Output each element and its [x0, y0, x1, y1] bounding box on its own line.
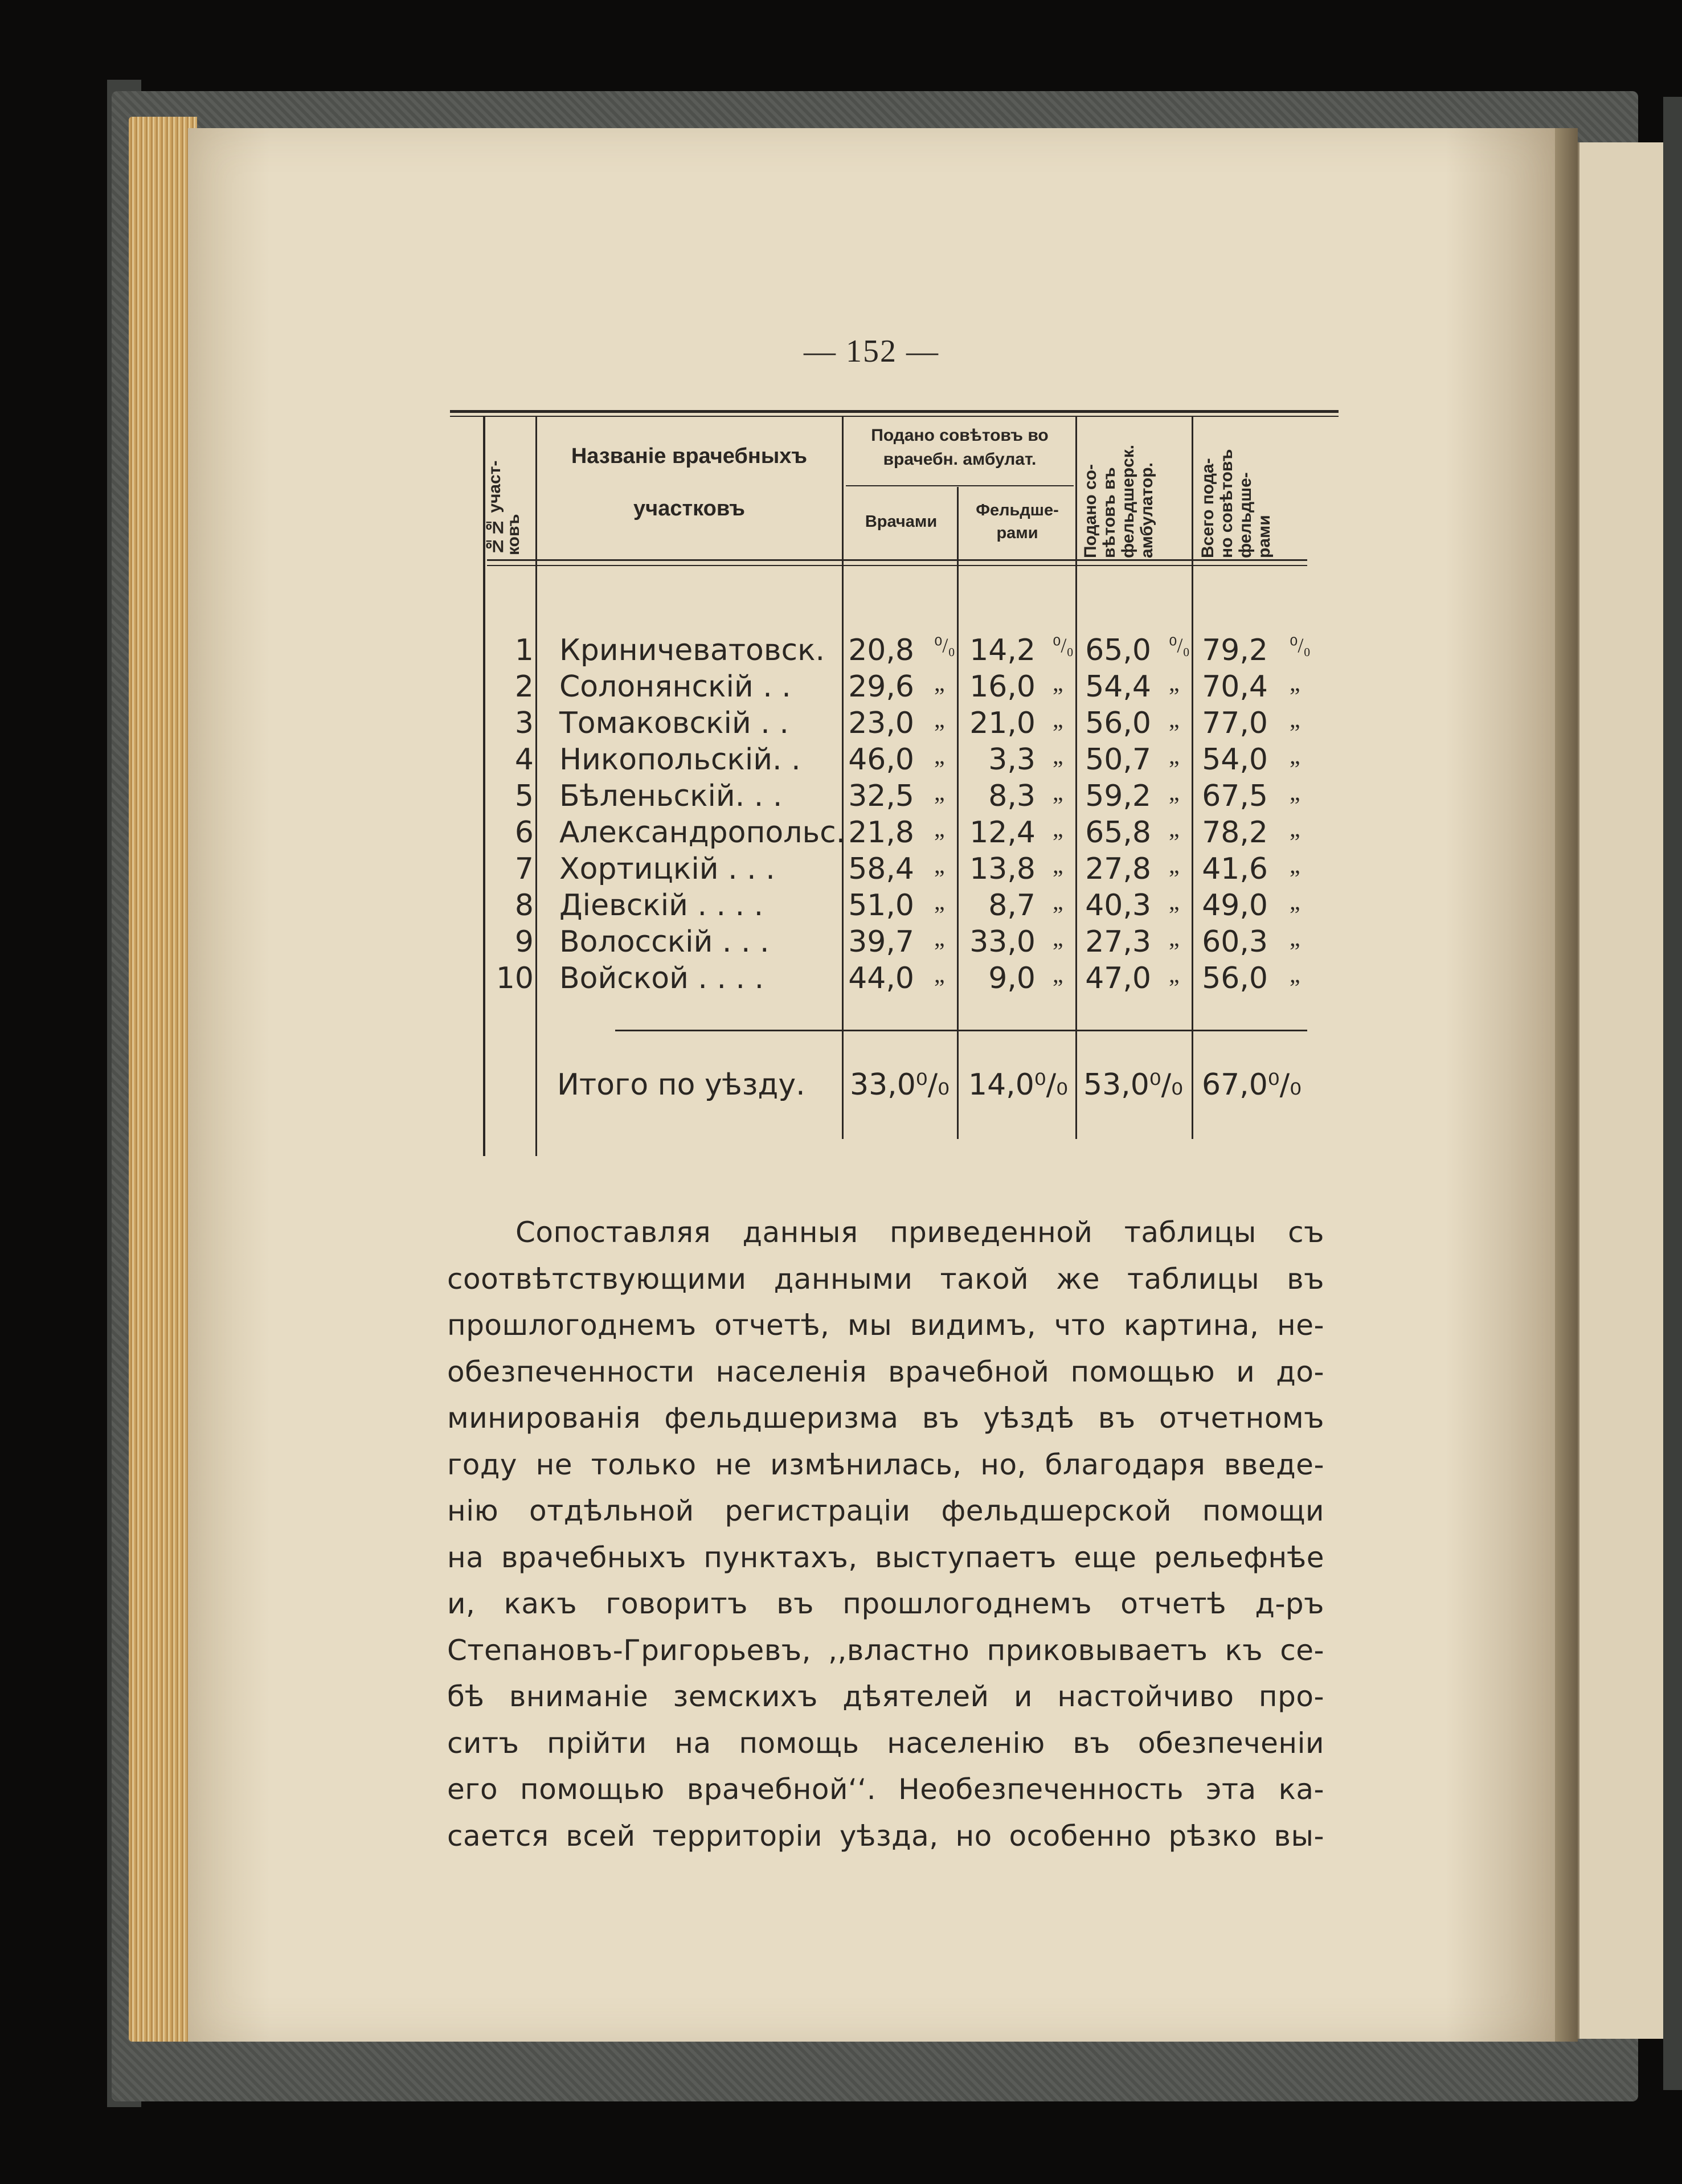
total-value: 70,4: [1202, 670, 1268, 704]
doctors-suffix: „: [934, 962, 945, 988]
amb-suffix: „: [1169, 743, 1180, 769]
district-name: Томаковскій . .: [559, 706, 789, 740]
amb-value: 47,0: [1085, 961, 1151, 995]
table-top-rule: [450, 410, 1339, 413]
feldshers-suffix: „: [1053, 816, 1063, 842]
row-number: 3: [514, 706, 534, 740]
paragraph-line: бѣ вниманіе земскихъ дѣятелей и настойчиво про-: [447, 1680, 1324, 1713]
paragraph-line: Степановъ-Григорьевъ, ,,властно приковываетъ къ се-: [447, 1633, 1324, 1667]
paragraph-line: обезпеченности населенія врачебной помощью и до-: [447, 1355, 1324, 1388]
feldshers-value: 3,3: [988, 743, 1036, 777]
amb-suffix: „: [1169, 707, 1180, 733]
district-name: Войской . . . .: [559, 961, 764, 995]
feldshers-suffix: „: [1053, 670, 1063, 696]
row-number: 2: [514, 670, 534, 704]
paragraph-line: сается всей территоріи уѣзда, но особенно рѣзко вы-: [447, 1819, 1324, 1853]
total-value: 77,0: [1202, 706, 1268, 740]
total-value: 41,6: [1202, 852, 1268, 886]
header-bottom-rule: [487, 559, 1307, 561]
col-divider-name: [842, 416, 844, 1139]
feldshers-value: 12,4: [969, 816, 1036, 850]
total-feldshers: 14,0⁰/₀: [968, 1068, 1068, 1102]
header-feldshers-line2: рами: [996, 524, 1038, 542]
total-label: Итого по уѣзду.: [557, 1068, 805, 1102]
paragraph-line: минированія фельдшеризма въ уѣздѣ въ отчетномъ: [447, 1402, 1324, 1435]
total-value: 54,0: [1202, 743, 1268, 777]
total-value: 79,2: [1202, 633, 1268, 667]
amb-value: 27,3: [1085, 925, 1151, 959]
feldshers-value: 8,3: [988, 779, 1036, 813]
amb-value: 27,8: [1085, 852, 1151, 886]
header-name-line2: участковъ: [633, 497, 745, 521]
total-feldsher-all: 67,0⁰/₀: [1202, 1068, 1302, 1102]
doctors-suffix: „: [934, 707, 945, 733]
row-number: 10: [496, 961, 534, 995]
total-value: 78,2: [1202, 816, 1268, 850]
feldshers-value: 13,8: [969, 852, 1036, 886]
page-gutter: [1555, 128, 1578, 2042]
paragraph-line: соотвѣтствующими данными такой же таблицы въ: [447, 1262, 1324, 1296]
amb-suffix: „: [1169, 816, 1180, 842]
col-divider-feldshers: [1075, 416, 1077, 1139]
amb-suffix: „: [1169, 853, 1180, 879]
doctors-value: 51,0: [848, 888, 914, 923]
col-divider-doctors: [957, 487, 959, 1139]
row-number: 6: [514, 816, 534, 850]
feldshers-suffix: „: [1053, 707, 1063, 733]
feldshers-suffix: „: [1053, 743, 1063, 769]
total-suffix: „: [1290, 780, 1300, 806]
amb-suffix: „: [1169, 889, 1180, 915]
total-suffix: „: [1290, 743, 1300, 769]
amb-suffix: ⁰/₀: [1169, 634, 1190, 657]
district-name: Хортицкій . . .: [559, 852, 775, 886]
feldshers-suffix: „: [1053, 925, 1063, 952]
district-name: Діевскій . . . .: [559, 888, 764, 923]
paragraph-line: на врачебныхъ пунктахъ, выступаетъ еще рельефнѣе: [447, 1540, 1324, 1574]
row-number: 7: [514, 852, 534, 886]
total-value: 49,0: [1202, 888, 1268, 923]
page-edges: [129, 117, 197, 2042]
total-suffix: ⁰/₀: [1290, 634, 1311, 657]
paragraph-line: нію отдѣльной регистраціи фельдшерской помощи: [447, 1494, 1324, 1527]
doctors-value: 58,4: [848, 852, 914, 886]
district-name: Александропольс.: [559, 816, 846, 850]
subheader-rule: [846, 485, 1074, 486]
doctors-suffix: „: [934, 816, 945, 842]
row-number: 8: [514, 888, 534, 923]
district-name: Бѣленьскій. . .: [559, 779, 783, 813]
feldshers-suffix: „: [1053, 962, 1063, 988]
amb-suffix: „: [1169, 670, 1180, 696]
feldshers-suffix: „: [1053, 853, 1063, 879]
total-suffix: „: [1290, 889, 1300, 915]
amb-value: 40,3: [1085, 888, 1151, 923]
feldshers-suffix: „: [1053, 889, 1063, 915]
feldshers-suffix: „: [1053, 780, 1063, 806]
paragraph-line: году не только не измѣнилась, но, благодаря введе-: [447, 1448, 1324, 1481]
total-amb: 53,0⁰/₀: [1083, 1068, 1183, 1102]
row-number: 4: [514, 743, 534, 777]
total-value: 60,3: [1202, 925, 1268, 959]
doctors-value: 23,0: [848, 706, 914, 740]
district-name: Криничеватовск.: [559, 633, 825, 667]
page-number: — 152 —: [804, 334, 939, 369]
feldshers-value: 21,0: [969, 706, 1036, 740]
row-number: 9: [514, 925, 534, 959]
amb-value: 56,0: [1085, 706, 1151, 740]
district-name: Никопольскій. .: [559, 743, 801, 777]
feldshers-value: 8,7: [988, 888, 1036, 923]
header-total-feldsher: Всего пода- но совѣтовъ фельдше- рами: [1198, 449, 1274, 558]
total-suffix: „: [1290, 670, 1300, 696]
paragraph-line: и, какъ говоритъ въ прошлогоднемъ отчетѣ д-ръ: [447, 1587, 1324, 1620]
amb-value: 65,0: [1085, 633, 1151, 667]
feldshers-value: 9,0: [988, 961, 1036, 995]
doctors-value: 20,8: [848, 633, 914, 667]
paragraph-line: его помощью врачебной‘‘. Необезпеченность эта ка-: [447, 1773, 1324, 1806]
paragraph-line: прошлогоднемъ отчетѣ, мы видимъ, что картина, не-: [447, 1309, 1324, 1342]
header-feldsher-ambulatory: Подано со- вѣтовъ въ фельдшерск. амбулатор.: [1081, 444, 1156, 558]
doctors-value: 46,0: [848, 743, 914, 777]
district-name: Солонянскій . .: [559, 670, 791, 704]
header-feldshers-line1: Фельдше-: [976, 501, 1059, 519]
doctors-suffix: „: [934, 853, 945, 879]
total-rule: [615, 1030, 1307, 1031]
amb-value: 59,2: [1085, 779, 1151, 813]
doctors-suffix: „: [934, 780, 945, 806]
total-value: 67,5: [1202, 779, 1268, 813]
row-number: 5: [514, 779, 534, 813]
total-value: 56,0: [1202, 961, 1268, 995]
col-divider-no: [535, 416, 537, 1156]
total-suffix: „: [1290, 707, 1300, 733]
amb-suffix: „: [1169, 962, 1180, 988]
amb-value: 54,4: [1085, 670, 1151, 704]
amb-value: 50,7: [1085, 743, 1151, 777]
facing-page-edge: [1578, 142, 1665, 2039]
header-name-line1: Названіе врачебныхъ: [571, 444, 808, 468]
feldshers-value: 16,0: [969, 670, 1036, 704]
header-doctors: Врачами: [865, 513, 938, 531]
doctors-suffix: ⁰/₀: [934, 634, 955, 657]
doctors-value: 44,0: [848, 961, 914, 995]
total-suffix: „: [1290, 925, 1300, 952]
header-consults-line1: Подано совѣтовъ во: [871, 426, 1049, 445]
book-cover-right: [1663, 97, 1682, 2090]
doctors-value: 39,7: [848, 925, 914, 959]
total-suffix: „: [1290, 816, 1300, 842]
district-name: Волосскій . . .: [559, 925, 770, 959]
doctors-suffix: „: [934, 743, 945, 769]
feldshers-value: 33,0: [969, 925, 1036, 959]
amb-suffix: „: [1169, 925, 1180, 952]
total-suffix: „: [1290, 962, 1300, 988]
header-consults-line2: врачебн. амбулат.: [883, 450, 1037, 469]
paragraph-line: ситъ прійти на помощь населенію въ обезпеченіи: [447, 1726, 1324, 1760]
doctors-suffix: „: [934, 670, 945, 696]
amb-suffix: „: [1169, 780, 1180, 806]
doctors-suffix: „: [934, 889, 945, 915]
table-top-rule-thin: [450, 416, 1339, 417]
doctors-value: 29,6: [848, 670, 914, 704]
total-doctors: 33,0⁰/₀: [850, 1068, 950, 1102]
paragraph-line: Сопоставляя данныя приведенной таблицы съ: [515, 1216, 1324, 1249]
row-number: 1: [514, 633, 534, 667]
doctors-value: 32,5: [848, 779, 914, 813]
doctors-suffix: „: [934, 925, 945, 952]
header-district-no: №№ участ- ковъ: [485, 460, 523, 555]
feldshers-value: 14,2: [969, 633, 1036, 667]
total-suffix: „: [1290, 853, 1300, 879]
doctors-value: 21,8: [848, 816, 914, 850]
feldshers-suffix: ⁰/₀: [1053, 634, 1074, 657]
amb-value: 65,8: [1085, 816, 1151, 850]
col-divider-amb: [1192, 416, 1193, 1139]
header-bottom-rule-thin: [487, 565, 1307, 566]
